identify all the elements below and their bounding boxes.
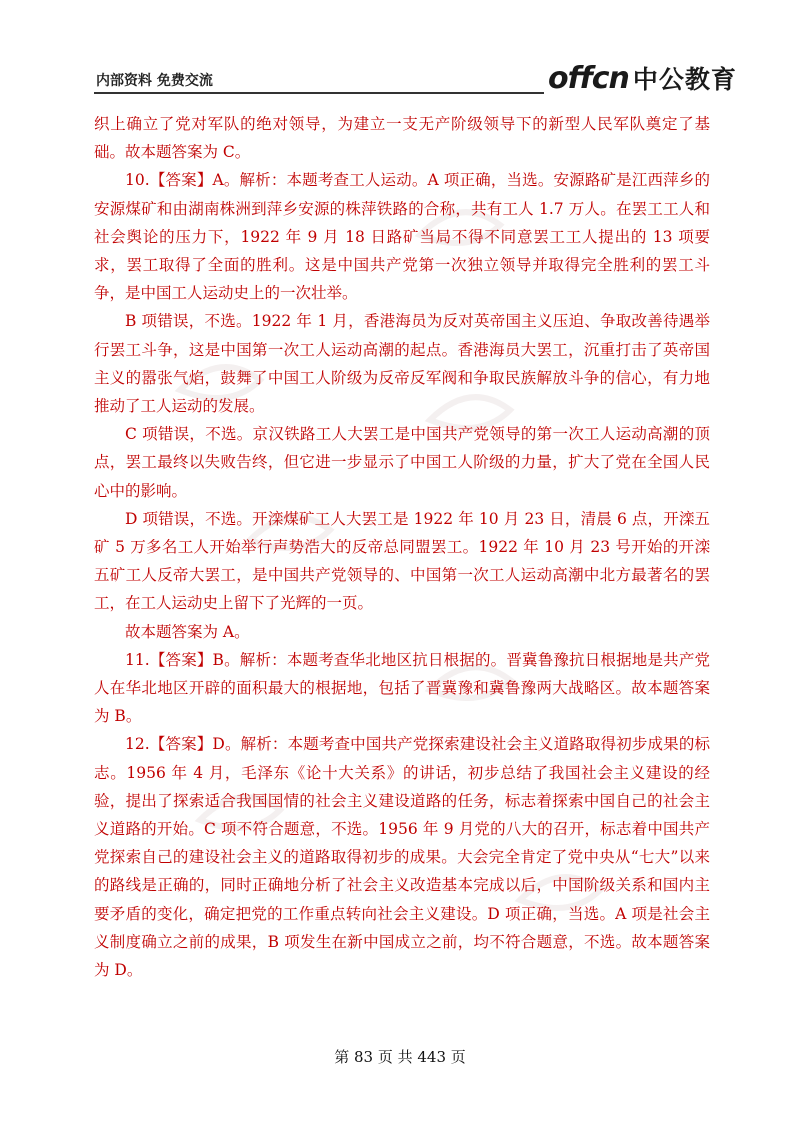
paragraph: 故本题答案为 A。 <box>125 622 250 641</box>
paragraph: C 项错误，不选。京汉铁路工人大罢工是中国共产党领导的第一次工人运动高潮的顶点，罢工最终以失败告终，但它进一步显示了中国工人阶级的力量，扩大了党在全国人民心中的影响。 <box>94 425 710 500</box>
logo-chinese-text: 中公教育 <box>632 65 737 94</box>
paragraph: 10.【答案】A。解析：本题考查工人运动。A 项正确，当选。安源路矿是江西萍乡的安源煤矿和由湖南株洲到萍乡安源的株萍铁路的合称，共有工人 1.7 万人。在罢工工人和社会舆论的压力下，1922 年 9 月 18 日路矿当局不得不同意罢工工人提出的 13 项要求，罢工取得了全面的胜利。这是中国共产党第一次独立领导并取得完全胜利的罢工斗争，是中国工人运动史上的一次壮举。 <box>94 171 710 303</box>
paragraph: 12.【答案】D。解析：本题考查中国共产党探索建设社会主义道路取得初步成果的标志。1956 年 4 月，毛泽东《论十大关系》的讲话，初步总结了我国社会主义建设的经验，提出了探索适合我国国情的社会主义建设道路的任务，标志着探索中国自己的社会主义道路的开始。C 项不符合题意，不选。1956 年 9 月党的八大的召开，标志着中国共产党探索自己的建设社会主义的道路取得初步的成果。大会完全肯定了党中央从“七大”以来的路线是正确的，同时正确地分析了社会主义改造基本完成以后，中国阶级关系和国内主要矛盾的变化，确定把党的工作重点转向社会主义建设。D 项正确，当选。A 项是社会主义制度确立之前的成果，B 项发生在新中国成立之前，均不符合题意，不选。故本题答案为 D。 <box>94 735 710 980</box>
header-divider <box>94 92 544 94</box>
paragraph: 11.【答案】B。解析：本题考查华北地区抗日根据的。晋冀鲁豫抗日根据地是共产党人在华北地区开辟的面积最大的根据地，包括了晋冀豫和冀鲁豫两大战略区。故本题答案为 B。 <box>94 650 710 726</box>
paragraph: D 项错误，不选。开滦煤矿工人大罢工是 1922 年 10 月 23 日，清晨 6 点，开滦五矿 5 万多名工人开始举行声势浩大的反帝总同盟罢工。1922 年 10 月 23 号开始的开滦五矿工人反帝大罢工，是中国共产党领导的、中国第一次工人运动高潮中北方最著名的罢工，在工人运动史上留下了光辉的一页。 <box>94 509 710 613</box>
body-content <box>94 110 710 984</box>
logo-latin-text: offcn <box>548 61 629 96</box>
paragraph: B 项错误，不选。1922 年 1 月，香港海员为反对英帝国主义压迫、争取改善待遇举行罢工斗争，这是中国第一次工人运动高潮的起点。香港海员大罢工，沉重打击了英帝国主义的嚣张气焰，鼓舞了中国工人阶级为反帝反军阀和争取民族解放斗争的信心，有力地推动了工人运动的发展。 <box>94 312 710 416</box>
page-number: 第 83 页 共 443 页 <box>334 1048 466 1066</box>
paragraph: 织上确立了党对军队的绝对领导，为建立一支无产阶级领导下的新型人民军队奠定了基础。故本题答案为 C。 <box>94 115 710 162</box>
offcn-logo <box>548 60 737 96</box>
header-label: 内部资料 免费交流 <box>96 73 213 89</box>
